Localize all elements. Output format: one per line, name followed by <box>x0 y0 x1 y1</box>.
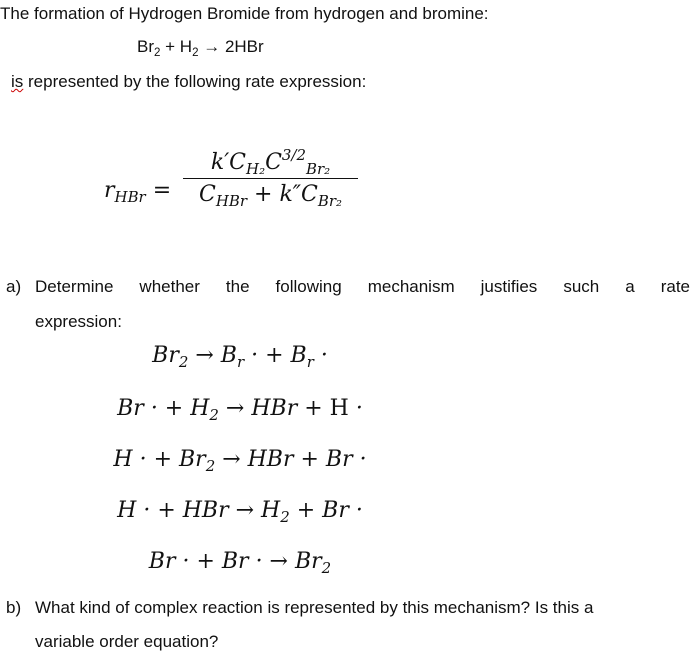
math-segment: → 2HBr <box>198 37 264 56</box>
math-segment: 2 <box>321 559 332 578</box>
part-a-question <box>35 277 690 297</box>
word: such <box>563 277 600 296</box>
part-b-label: b) <box>6 598 22 617</box>
math-segment: HBr <box>114 188 146 207</box>
math-segment: H₂ <box>246 160 266 179</box>
mechanism-step <box>0 343 480 372</box>
word: justifies <box>480 277 538 296</box>
math-segment: = <box>145 178 172 203</box>
word: mechanism <box>367 277 455 296</box>
math-segment: 2 <box>178 353 189 372</box>
math-segment: · <box>313 343 328 368</box>
part-b-question-2: variable order equation? <box>35 632 219 651</box>
mechanism-step <box>0 498 480 527</box>
math-segment: r <box>236 353 245 372</box>
spellcheck-word: is <box>11 72 24 91</box>
math-segment: → B <box>188 343 237 368</box>
math-segment: 2 <box>280 508 290 527</box>
math-segment: + H <box>160 37 193 56</box>
math-segment: H <box>329 396 349 421</box>
math-segment: · <box>348 396 363 421</box>
intro-rest: represented by the following rate expression: <box>23 72 367 91</box>
part-a-question-2: expression: <box>35 312 122 331</box>
rate-lhs <box>104 178 172 207</box>
mechanism-step <box>0 396 480 425</box>
math-segment: 2 <box>205 457 216 476</box>
rate-numerator <box>183 146 358 179</box>
rate-denominator <box>183 182 358 211</box>
math-segment: + Br · <box>289 498 363 523</box>
math-segment: + k″C <box>247 182 318 207</box>
math-segment: Br <box>137 37 154 56</box>
word: rate <box>660 277 690 296</box>
word: a <box>625 277 635 296</box>
word: Determine <box>35 277 114 296</box>
math-segment: Br · + H <box>117 396 210 421</box>
math-segment: 2 <box>192 47 199 60</box>
math-segment: r <box>104 178 115 203</box>
rate-fraction <box>183 146 358 211</box>
math-segment: 3/2 <box>281 146 306 165</box>
math-segment: H · + HBr → H <box>117 498 281 523</box>
math-segment: H · + Br <box>113 447 206 472</box>
intro-text-2 <box>11 72 366 92</box>
intro-text: The formation of Hydrogen Bromide from hydrogen and bromine: <box>0 4 489 23</box>
math-segment: 2 <box>154 47 161 60</box>
math-segment: Br₂ <box>306 160 331 179</box>
word: following <box>275 277 342 296</box>
math-segment: C <box>265 150 282 175</box>
math-segment: Br · + Br · → Br <box>148 549 322 574</box>
math-segment: 2 <box>209 406 219 425</box>
math-segment: r <box>306 353 314 372</box>
math-segment: → HBr + <box>218 396 330 421</box>
part-b-question: What kind of complex reaction is represented by this mechanism? Is this a <box>35 598 594 617</box>
math-segment: · + B <box>244 343 307 368</box>
math-segment: Br₂ <box>317 192 342 211</box>
mechanism-step <box>0 447 480 476</box>
math-segment: k′C <box>210 150 247 175</box>
math-segment: C <box>199 182 216 207</box>
reaction-equation <box>137 37 264 60</box>
part-a-label: a) <box>6 277 22 296</box>
fraction-bar <box>183 178 358 179</box>
word: the <box>225 277 250 296</box>
math-segment: HBr <box>215 192 248 211</box>
word: whether <box>139 277 200 296</box>
math-segment: → HBr + Br · <box>215 447 367 472</box>
math-segment: Br <box>152 343 179 368</box>
mechanism-step <box>0 549 480 578</box>
